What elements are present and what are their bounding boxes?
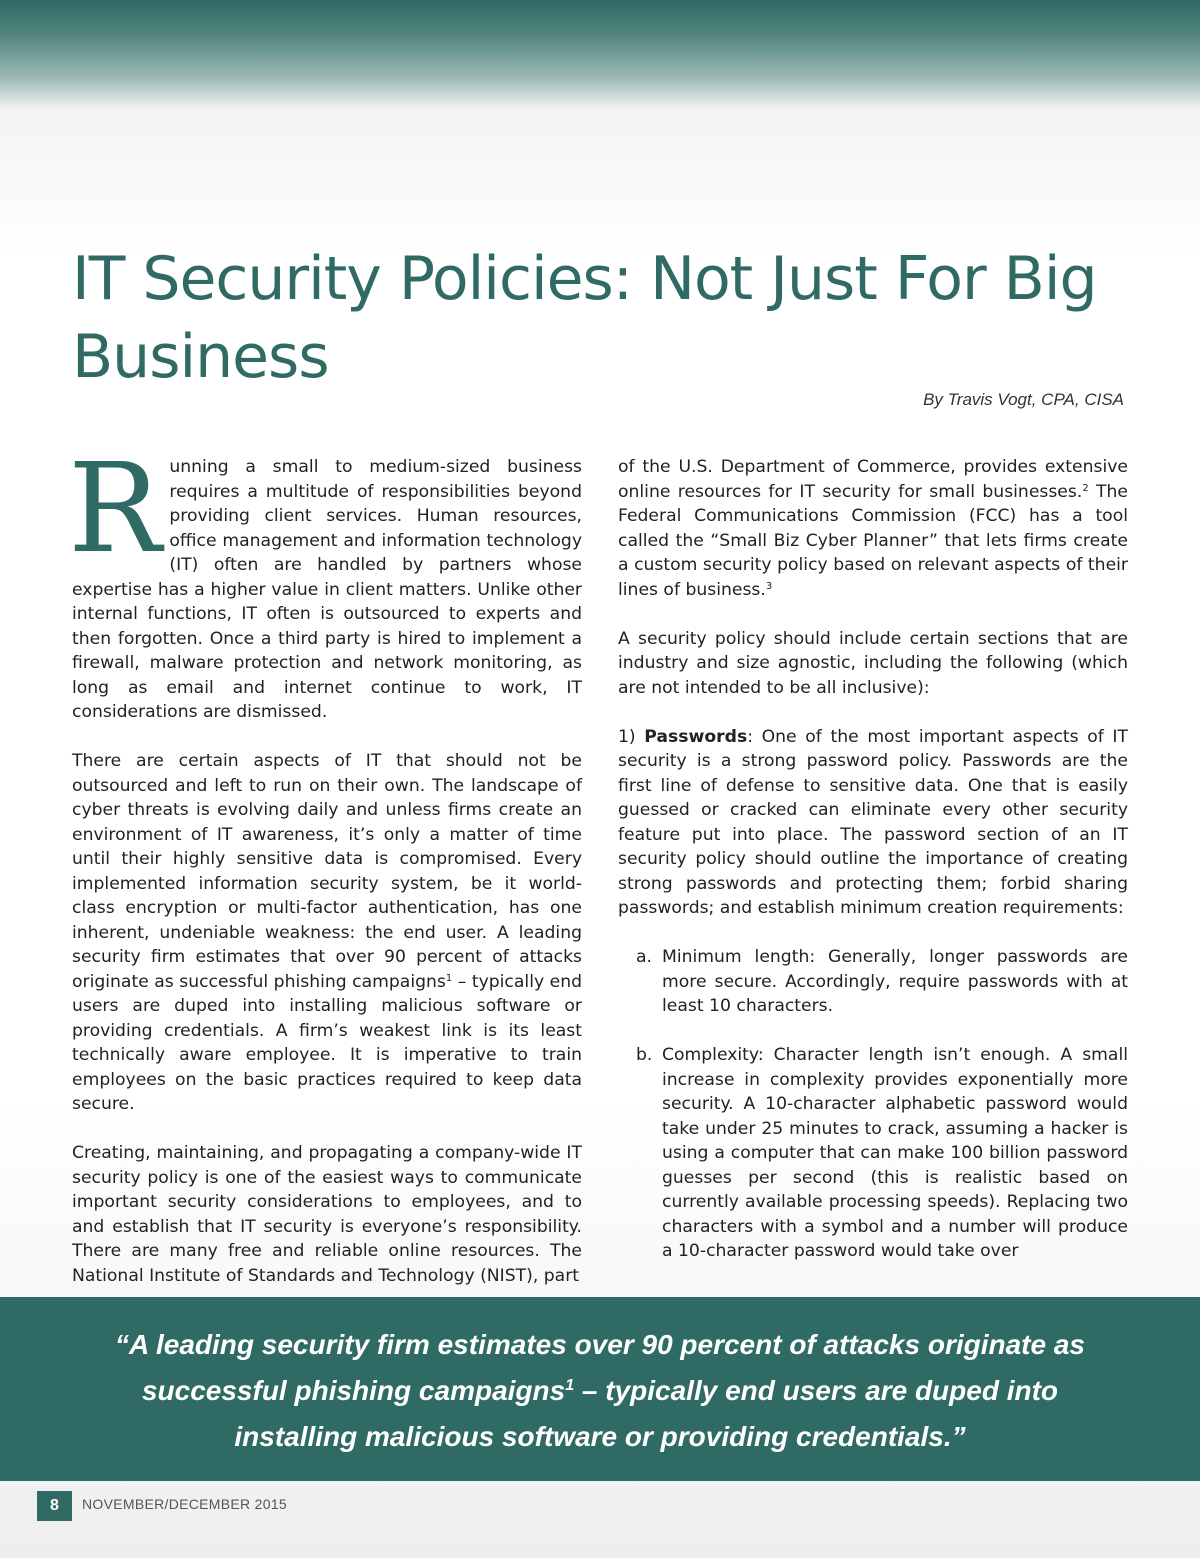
list-item	[618, 945, 1128, 1019]
top-gradient-band	[0, 0, 1200, 110]
footnote-ref-3: 3	[765, 580, 773, 592]
password-requirements-list	[618, 945, 1128, 1264]
right-column	[618, 455, 1128, 1288]
footnote-ref-1: 1	[445, 972, 453, 984]
byline: By Travis Vogt, CPA, CISA	[923, 390, 1124, 409]
left-column	[68, 437, 583, 1313]
list-marker: a.	[636, 947, 652, 967]
pull-quote-footnote-ref: 1	[565, 1377, 575, 1394]
issue-date: NOVEMBER/DECEMBER 2015	[82, 1496, 287, 1512]
article-title: IT Security Policies: Not Just For Big Business	[72, 244, 1097, 392]
paragraph-passwords: 1) Passwords: One of the most important aspects of IT security is a strong password policy. Passwords are the first line of defense to sensitive data. One that is easily guessed or cracked can eliminate every other security feature put into place. The password section of an IT security policy should outline the importance of creating strong passwords and protecting them; forbid sharing passwords; and establish minimum creation requirements:	[618, 726, 1128, 918]
footnote-ref-2: 2	[1082, 482, 1089, 494]
list-item-text: Minimum length: Generally, longer passwords are more secure. Accordingly, require passwords with at least 10 characters.	[662, 947, 1128, 1016]
paragraph-intro-text: unning a small to medium-sized business requires a multitude of responsibilities beyond providing client services. Human resources, office management and information technology (IT) often are handled by partners whose expertise has a higher value in client matters. Unlike other internal functions, IT often is outsourced to experts and then forgotten. Once a third party is hired to implement a firewall, malware protection and network monitoring, as long as email and internet continue to work, IT considerations are dismissed.	[72, 457, 582, 722]
drop-cap: R	[68, 437, 162, 581]
list-item	[618, 1043, 1128, 1264]
list-marker: b.	[636, 1045, 653, 1065]
paragraph-resources: of the U.S. Department of Commerce, provides extensive online resources for IT security for small businesses.$^2$ The Federal Communications Commission (FCC) has a tool called the “Small Biz Cyber Planner” that lets firms create a custom security policy based on relevant aspects of their lines of business.$^3$	[618, 457, 1129, 600]
list-item-text: Complexity: Character length isn’t enough. A small increase in complexity provides exponentially more security. A 10-character alphabetic password would take under 25 minutes to crack, assuming a hacker is using a computer that can make 100 billion password guesses per second (this is realistic based on currently available processing speeds). Replacing two characters with a symbol and a number will produce a 10-character password would take over	[662, 1045, 1128, 1261]
paragraph-intro	[68, 437, 582, 725]
pull-quote: “A leading security firm estimates over 90 percent of attacks originate as successful phishing campaigns$^1$ – typically end users are duped into installing malicious software or providing credentials.”	[115, 1329, 1085, 1452]
passwords-heading: Passwords	[644, 726, 748, 747]
paragraph-threats: There are certain aspects of IT that should not be outsourced and left to run on their own. The landscape of cyber threats is evolving daily and unless firms create an environment of IT awareness, it’s only a matter of time until their highly sensitive data is compromised. Every implemented information security system, be it world-class encryption or multi-factor authentication, has one inherent, undeniable weakness: the end user. A leading security firm estimates that over 90 percent of attacks originate as successful phishing campaigns$^1$ – typically end users are duped into installing malicious software or providing credentials. A firm’s weakest link is its least technically aware employee. It is imperative to train employees on the basic practices required to keep data secure.	[72, 751, 583, 1114]
paragraph-policy: Creating, maintaining, and propagating a company-wide IT security policy is one of the easiest ways to communicate important security considerations to employees, and to and establish that IT security is everyone’s responsibility. There are many free and reliable online resources. The National Institute of Standards and Technology (NIST), part	[72, 1143, 582, 1286]
paragraph-sections: A security policy should include certain sections that are industry and size agnostic, including the following (which are not intended to be all inclusive):	[618, 628, 1128, 698]
page-number: 8	[37, 1491, 72, 1521]
